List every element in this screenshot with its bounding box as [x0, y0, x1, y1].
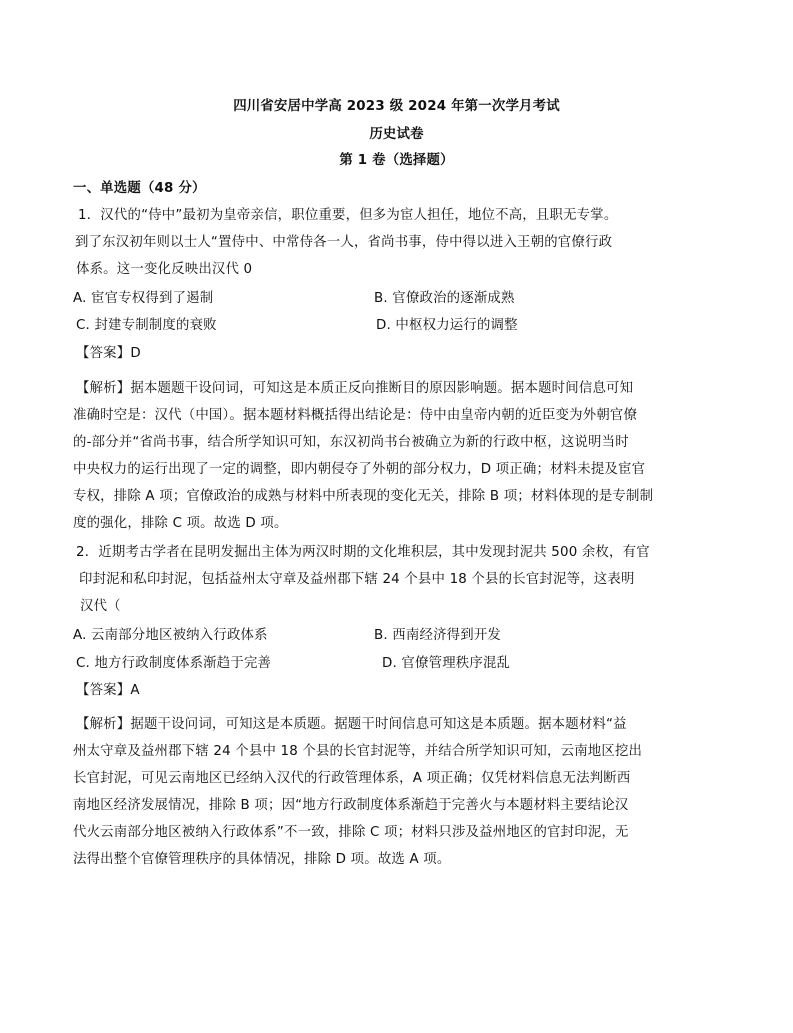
q2-analysis-line: 法得出整个官僚管理秩序的具体情况，排除 D 项。故选 A 项。 — [73, 852, 451, 867]
subject-title: 历史试卷 — [369, 127, 424, 142]
q2-option-c: C. 地方行政制度体系渐趋于完善 — [76, 656, 272, 671]
q2-option-b: B. 西南经济得到开发 — [374, 628, 502, 643]
q2-option-a: A. 云南部分地区被纳入行政体系 — [73, 628, 268, 643]
q2-stem-line: 汉代（ — [80, 599, 121, 614]
q1-analysis-line: 度的强化，排除 C 项。故选 D 项。 — [73, 516, 288, 531]
section-heading: 一、单选题（48 分） — [73, 181, 206, 196]
q1-option-c: C. 封建专制制度的衰败 — [76, 318, 217, 333]
q2-analysis-line: 南地区经济发展情况，排除 B 项；因“地方行政制度体系渐趋于完善火与本题材料主要结论汉 — [73, 798, 629, 813]
q1-analysis-line: 【解析】据本题题干设问词，可知这是本质正反向推断目的原因影响题。据本题时间信息可知 — [76, 381, 634, 396]
q1-answer: 【答案】D — [76, 346, 141, 361]
q1-analysis-line: 专权，排除 A 项；官僚政治的成熟与材料中所表现的变化无关，排除 B 项；材料体现的是专制制 — [73, 489, 654, 504]
q1-analysis-line: 的-部分并“省尚书事，结合所学知识可知，东汉初尚书台被确立为新的行政中枢，这说明当时 — [73, 435, 629, 450]
volume-title: 第 1 卷（选择题） — [339, 153, 454, 168]
q2-analysis-line: 州太守章及益州郡下辖 24 个县中 18 个县的长官封泥等，并结合所学知识可知，云南地区挖出 — [73, 744, 643, 759]
exam-title: 四川省安居中学高 2023 级 2024 年第一次学月考试 — [233, 99, 560, 114]
q1-stem-line: 体系。这一变化反映出汉代 0 — [76, 262, 253, 277]
q1-analysis-line: 准确时空是：汉代（中国）。据本题材料概括得出结论是：侍中由皇帝内朝的近臣变为外朝官僚 — [73, 408, 638, 423]
q2-analysis-line: 代火云南部分地区被纳入行政体系”不一致，排除 C 项；材料只涉及益州地区的官封印泥，无 — [73, 825, 629, 840]
q2-stem-line: 印封泥和私印封泥，包括益州太守章及益州郡下辖 24 个县中 18 个县的长官封泥等，这表明 — [79, 572, 635, 587]
q2-stem-line: 2．近期考古学者在昆明发掘出主体为两汉时期的文化堆积层，其中发现封泥共 500 余枚，有官 — [76, 545, 650, 560]
q2-analysis-line: 长官封泥，可见云南地区已经纳入汉代的行政管理体系，A 项正确；仅凭材料信息无法判断西 — [73, 771, 631, 786]
q2-analysis-line: 【解析】据题干设问词，可知这是本质题。据题干时间信息可知这是本质题。据本题材料“益 — [76, 717, 627, 732]
q2-answer: 【答案】A — [76, 683, 140, 698]
q1-stem-line: 到了东汉初年则以士人“置侍中、中常侍各一人，省尚书事，侍中得以进入王朝的官僚行政 — [75, 235, 613, 250]
q1-option-b: B. 官僚政治的逐渐成熟 — [374, 291, 515, 306]
q2-option-d: D. 官僚管理秩序混乱 — [382, 656, 511, 671]
q1-stem-line: 1．汉代的“侍中”最初为皇帝亲信，职位重要，但多为宦人担任，地位不高，且职无专掌。 — [78, 208, 618, 223]
q1-analysis-line: 中央权力的运行出现了一定的调整，即内朝侵夺了外朝的部分权力，D 项正确；材料未提及宦官 — [73, 462, 646, 477]
q1-option-a: A. 宦官专权得到了遏制 — [73, 291, 214, 306]
q1-option-d: D. 中枢权力运行的调整 — [376, 318, 518, 333]
